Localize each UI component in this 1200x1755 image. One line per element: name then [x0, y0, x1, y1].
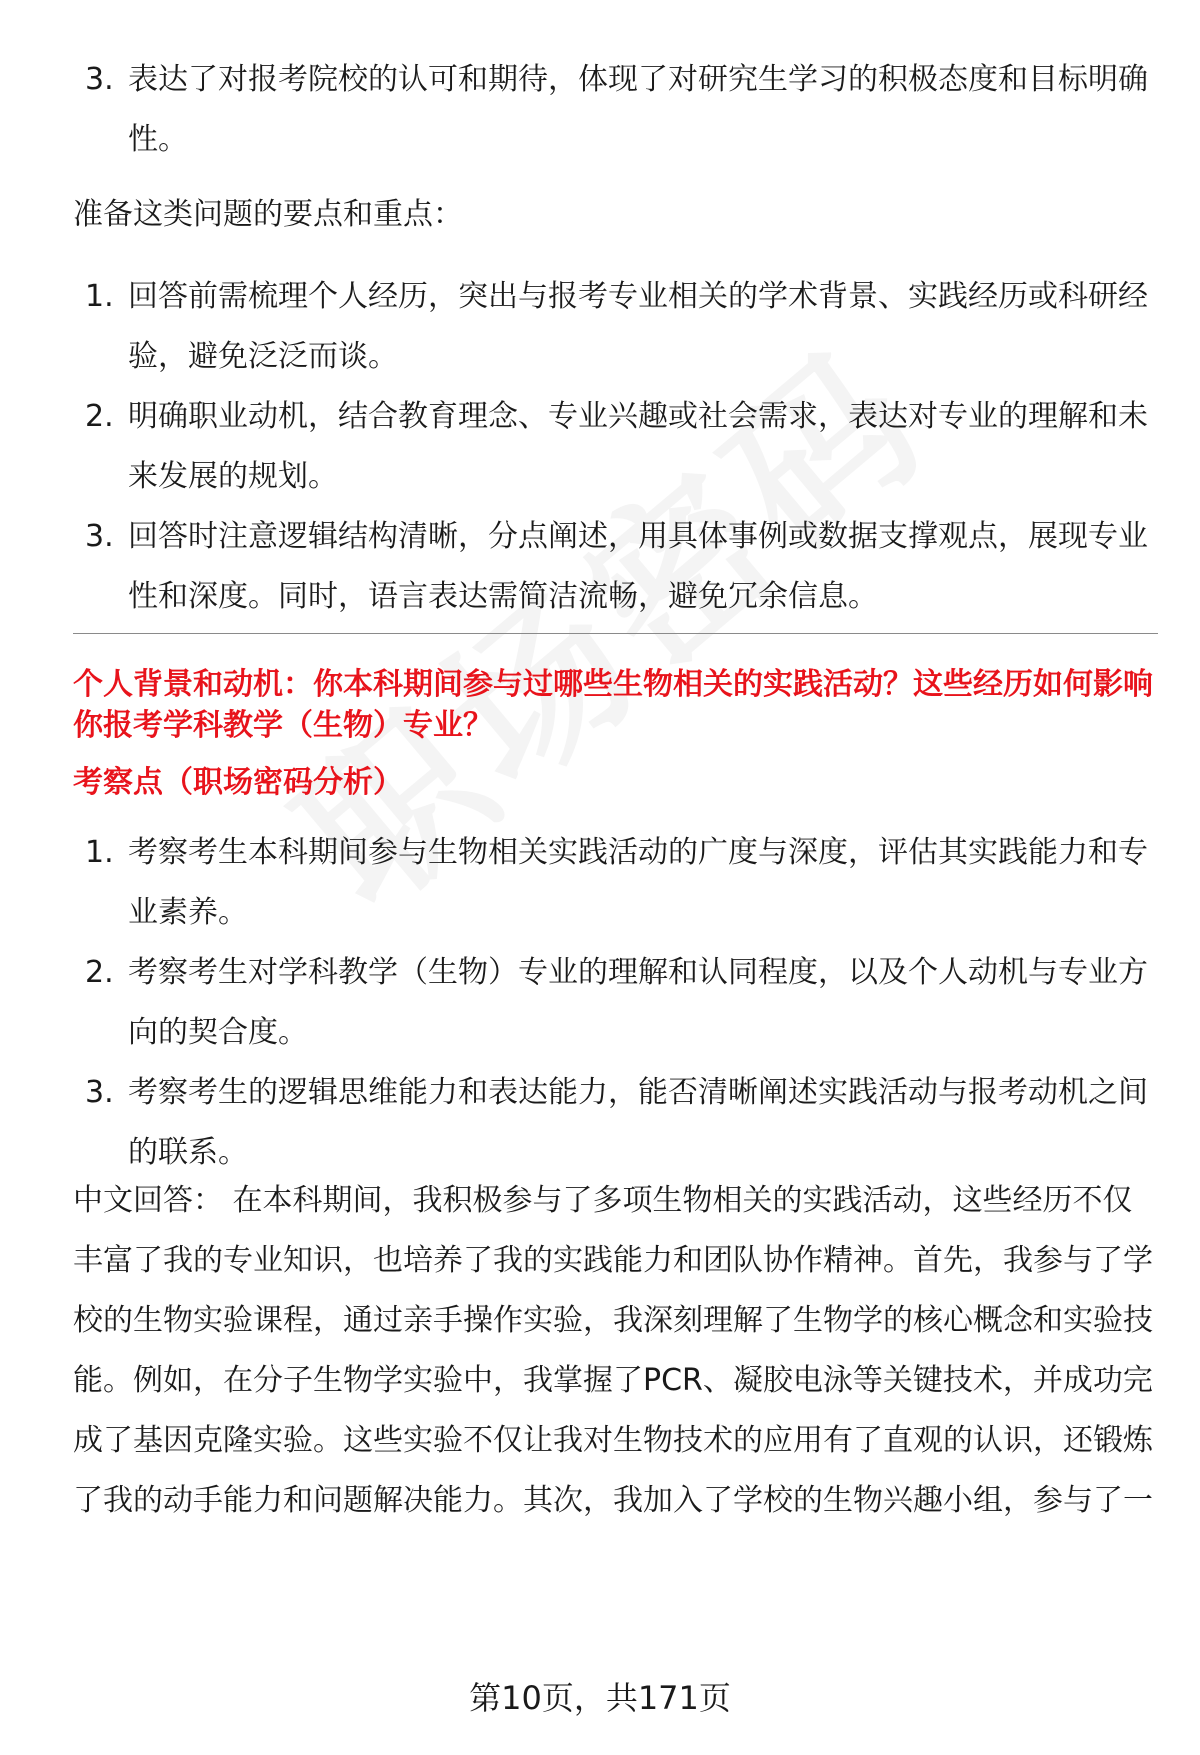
list-item: [73, 50, 1158, 170]
top-list: [73, 50, 1158, 170]
question-heading: 个人背景和动机：你本科期间参与过哪些生物相关的实践活动？这些经历如何影响你报考学科教学（生物）专业？: [73, 667, 1153, 743]
list-text: 回答时注意逻辑结构清晰，分点阐述，用具体事例或数据支撑观点，展现专业性和深度。同时，语言表达需简洁流畅，避免冗余信息。: [128, 519, 1148, 614]
prep-heading-block: [73, 185, 1158, 245]
answer-block: [73, 1171, 1158, 1531]
list-item: [73, 387, 1158, 507]
question-block: [73, 664, 1158, 746]
prep-list: [73, 267, 1158, 627]
list-item: [73, 507, 1158, 627]
list-text: 考察考生的逻辑思维能力和表达能力，能否清晰阐述实践活动与报考动机之间的联系。: [128, 1075, 1148, 1170]
exam-heading-block: [73, 762, 1158, 803]
list-number: 1.: [85, 279, 114, 314]
document-page: [73, 0, 1158, 1755]
exam-list: [73, 823, 1158, 1183]
list-text: 明确职业动机，结合教育理念、专业兴趣或社会需求，表达对专业的理解和未来发展的规划。: [128, 399, 1148, 494]
exam-heading: 考察点（职场密码分析）: [73, 765, 403, 800]
list-text: 表达了对报考院校的认可和期待，体现了对研究生学习的积极态度和目标明确性。: [128, 62, 1148, 157]
list-number: 2.: [85, 399, 114, 434]
list-number: 2.: [85, 955, 114, 990]
list-item: [73, 267, 1158, 387]
list-number: 3.: [85, 62, 114, 97]
answer-paragraph: 中文回答： 在本科期间，我积极参与了多项生物相关的实践活动，这些经历不仅丰富了我的专业知识，也培养了我的实践能力和团队协作精神。首先，我参与了学校的生物实验课程，通过亲手操作实验，我深刻理解了生物学的核心概念和实验技能。例如，在分子生物学实验中，我掌握了PCR、凝胶电泳等关键技术，并成功完成了基因克隆实验。这些实验不仅让我对生物技术的应用有了直观的认识，还锻炼了我的动手能力和问题解决能力。其次，我加入了学校的生物兴趣小组，参与了一: [73, 1183, 1153, 1518]
list-number: 1.: [85, 835, 114, 870]
list-item: [73, 943, 1158, 1063]
page-footer: 第10页，共171页: [469, 1679, 731, 1717]
list-number: 3.: [85, 519, 114, 554]
prep-heading: 准备这类问题的要点和重点：: [73, 197, 463, 232]
list-text: 回答前需梳理个人经历，突出与报考专业相关的学术背景、实践经历或科研经验，避免泛泛而谈。: [128, 279, 1148, 374]
list-text: 考察考生对学科教学（生物）专业的理解和认同程度，以及个人动机与专业方向的契合度。: [128, 955, 1148, 1050]
list-number: 3.: [85, 1075, 114, 1110]
list-text: 考察考生本科期间参与生物相关实践活动的广度与深度，评估其实践能力和专业素养。: [128, 835, 1148, 930]
list-item: [73, 823, 1158, 943]
list-item: [73, 1063, 1158, 1183]
section-divider: [73, 633, 1158, 634]
